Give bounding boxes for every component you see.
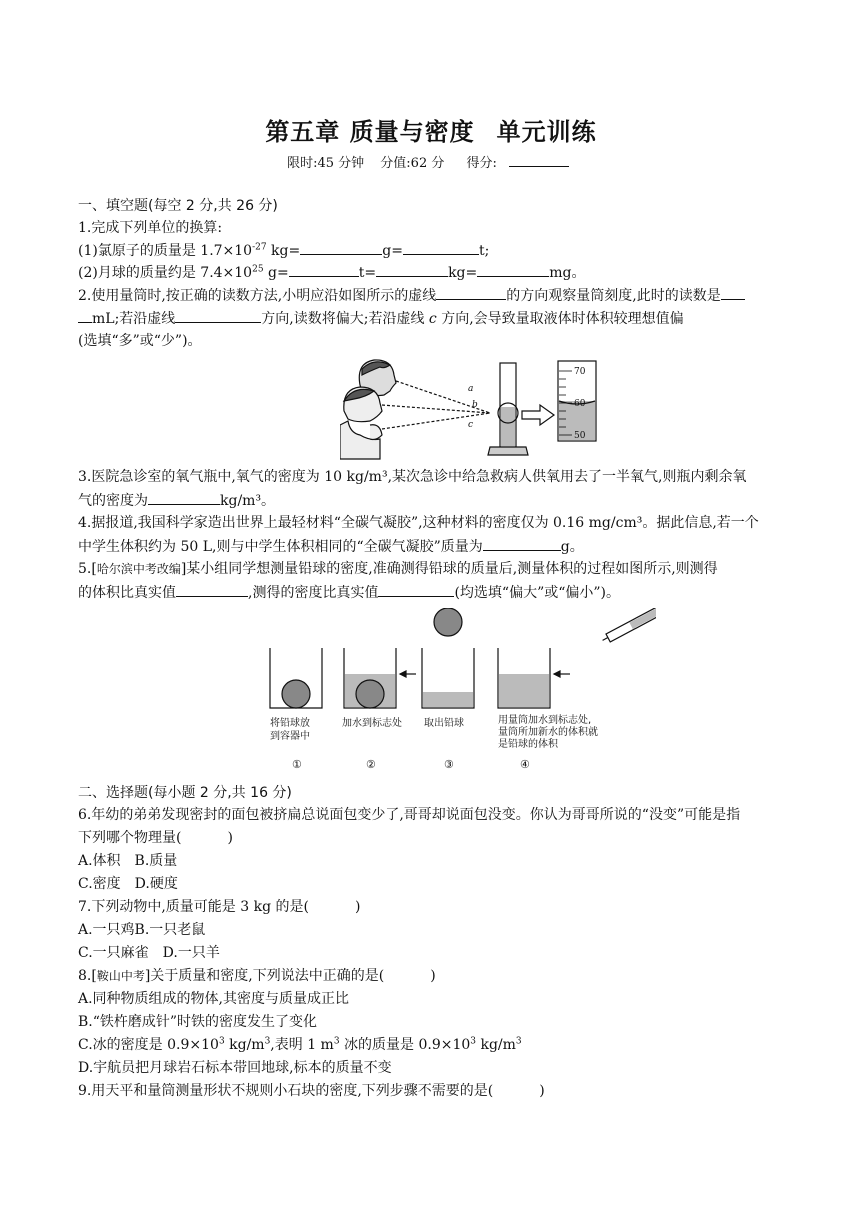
q6-options-cd[interactable]: C.密度 D.硬度	[78, 876, 178, 892]
q8-source: 鞍山中考	[96, 969, 145, 983]
caption-4b: 量筒所加新水的体积就	[498, 727, 598, 738]
score-blank[interactable]	[509, 152, 569, 167]
arrow-left-icon	[554, 671, 560, 677]
q8-stem-text: ]关于质量和密度,下列说法中正确的是(	[144, 968, 385, 984]
answer-blank[interactable]	[376, 262, 448, 277]
q2-text-c: mL;若沿虚线	[92, 311, 176, 327]
q8-c-5: kg/m	[476, 1037, 516, 1053]
cylinder-base	[488, 447, 528, 455]
q6-stem-end: 下列哪个物理量(	[78, 830, 182, 846]
q2-line3: (选填“多”或“少”)。	[78, 333, 202, 349]
step-1: ①	[292, 758, 302, 771]
caption-1b: 到容器中	[270, 731, 310, 742]
q1-part2	[78, 262, 586, 283]
q8-option-c[interactable]	[78, 1035, 522, 1055]
q5-line1	[78, 559, 718, 579]
exp: 3	[218, 1036, 225, 1047]
section-choice-heading: 二、选择题(每小题 2 分,共 16 分)	[78, 785, 292, 801]
q2-text-a: 2.使用量筒时,按正确的读数方法,小明应沿如图所示的虚线	[78, 288, 437, 304]
lead-ball-1	[282, 680, 310, 708]
answer-blank[interactable]	[483, 536, 561, 551]
q1-p1-unit: kg=	[266, 243, 301, 259]
q7-stem	[78, 897, 360, 917]
lead-ball-2	[356, 680, 384, 708]
q1-part1	[78, 240, 489, 261]
answer-blank[interactable]	[289, 262, 359, 277]
q4-text-a: 中学生体积约为 50 L,则与中学生体积相同的“全碳气凝胶”质量为	[78, 539, 483, 555]
label-c: c	[468, 420, 474, 430]
step-4: ④	[520, 758, 530, 771]
q1-stem: 1.完成下列单位的换算:	[78, 220, 223, 236]
figure-lead-ball-steps	[266, 608, 656, 772]
q5-text-d: (均选填“偏大”或“偏小”)。	[454, 585, 621, 601]
q5-line2	[78, 582, 620, 603]
step-2: ②	[366, 758, 376, 771]
answer-blank[interactable]	[436, 285, 506, 300]
q1-p2-exp: 25	[252, 264, 264, 275]
q5-source: 哈尔滨中考改编	[96, 562, 181, 576]
water-3	[423, 692, 473, 707]
q3-line2	[78, 490, 275, 511]
q7-options-ab[interactable]: A.一只鸡B.一只老鼠	[78, 922, 206, 938]
lead-ball-3	[434, 608, 462, 636]
measuring-cylinder-pouring	[601, 608, 656, 645]
answer-blank[interactable]	[175, 308, 261, 323]
exp: 3	[264, 1036, 271, 1047]
q9-stem	[78, 1081, 545, 1101]
q1-unit-t: t;	[478, 243, 490, 259]
title-unit: 单元训练	[496, 118, 597, 146]
figure-cylinder-reading	[340, 355, 602, 461]
caption-4a: 用量筒加水到标志处,	[498, 715, 592, 726]
q9-close: )	[539, 1083, 545, 1099]
tick-60: 60	[574, 399, 586, 409]
q1-p1-exp: -27	[252, 242, 267, 253]
q8-option-a[interactable]: A.同种物质组成的物体,其密度与质量成正比	[78, 991, 350, 1007]
q1-p2-text: (2)月球的质量约是 7.4×10	[78, 265, 253, 281]
caption-1a: 将铅球放	[270, 718, 310, 729]
exp: 3	[515, 1036, 522, 1047]
label-b: b	[472, 400, 478, 410]
exam-info	[78, 152, 784, 171]
q5-text-b: 的体积比真实值	[78, 585, 176, 601]
q1-unit-mg: mg。	[549, 265, 586, 281]
answer-blank[interactable]	[300, 240, 382, 255]
arrow-right-icon	[522, 405, 554, 425]
q6-line2	[78, 828, 233, 848]
caption-4c: 是铅球的体积	[498, 739, 558, 750]
q6-options-ab[interactable]: A.体积 B.质量	[78, 853, 178, 869]
q8-c-3: ,表明 1 m	[270, 1037, 334, 1053]
answer-blank[interactable]	[721, 285, 745, 300]
q8-option-d[interactable]: D.宇航员把月球岩石标本带回地球,标本的质量不变	[78, 1060, 392, 1076]
q2-line2	[78, 308, 684, 329]
q1-p2-unit: g=	[263, 265, 289, 281]
q8-bracket: 8.[	[78, 968, 97, 984]
arrow-left-icon	[400, 671, 406, 677]
section-fill-heading: 一、填空题(每空 2 分,共 26 分)	[78, 198, 278, 214]
page-title	[78, 112, 784, 147]
q8-option-b[interactable]: B.“铁杵磨成针”时铁的密度发生了变化	[78, 1014, 318, 1030]
q1-unit-kg: kg=	[448, 265, 478, 281]
q4-line1: 4.据报道,我国科学家造出世界上最轻材料“全碳气凝胶”,这种材料的密度仅为 0.16 mg/cm³。据此信息,若一个	[78, 515, 759, 531]
caption-3: 取出铅球	[424, 718, 464, 729]
answer-blank[interactable]	[148, 490, 220, 505]
answer-blank[interactable]	[176, 582, 248, 597]
q1-unit-g: g=	[382, 243, 403, 259]
q2-text-b: 的方向观察量筒刻度,此时的读数是	[506, 288, 721, 304]
exp: 3	[470, 1036, 477, 1047]
caption-2: 加水到标志处	[342, 718, 402, 729]
q5-text-a: ]某小组同学想测量铅球的密度,准确测得铅球的质量后,测量体积的过程如图所示,则测得	[180, 561, 718, 577]
q2-var-c: c	[428, 311, 437, 327]
q3-unit: kg/m³。	[220, 493, 276, 509]
step-3: ③	[444, 758, 454, 771]
q2-text-e: 方向,会导致量取液体时体积较理想值偏	[441, 311, 684, 327]
q2-line1	[78, 285, 745, 306]
exp: 3	[333, 1036, 340, 1047]
answer-blank[interactable]	[477, 262, 549, 277]
q5-text-c: ,测得的密度比真实值	[248, 585, 379, 601]
q4-unit: g。	[560, 539, 584, 555]
q4-line2	[78, 536, 584, 557]
q7-options-cd[interactable]: C.一只麻雀 D.一只羊	[78, 945, 220, 961]
q3-text-a: 气的密度为	[78, 493, 148, 509]
q1-p1-text: (1)氯原子的质量是 1.7×10	[78, 243, 253, 259]
q8-c-1: C.冰的密度是 0.9×10	[78, 1037, 219, 1053]
q7-close: )	[354, 899, 361, 915]
sight-line-c	[382, 413, 490, 429]
q3-line1: 3.医院急诊室的氧气瓶中,氧气的密度为 10 kg/m³,某次急诊中给急救病人供氧用去了一半氧气,则瓶内剩余氧	[78, 469, 747, 485]
time-limit: 限时:45 分钟	[287, 156, 365, 171]
q5-bracket: 5.[	[78, 561, 97, 577]
label-a: a	[468, 384, 474, 394]
answer-blank[interactable]	[78, 308, 92, 323]
answer-blank[interactable]	[403, 240, 479, 255]
tick-70: 70	[574, 367, 586, 377]
title-topic: 质量与密度	[349, 118, 475, 146]
q2-text-d: 方向,读数将偏大;若沿虚线	[261, 311, 425, 327]
answer-blank[interactable]	[378, 582, 454, 597]
hand	[370, 425, 382, 440]
q6-close: )	[227, 830, 233, 846]
q8-stem	[78, 966, 436, 986]
q6-line1: 6.年幼的弟弟发现密封的面包被挤扁总说面包变少了,哥哥却说面包没变。你认为哥哥所说的“没变”可能是指	[78, 807, 741, 823]
q8-c-4: 冰的质量是 0.9×10	[339, 1037, 471, 1053]
q8-c-2: kg/m	[224, 1037, 265, 1053]
water-4	[499, 674, 549, 707]
tick-50: 50	[574, 431, 586, 441]
cylinder-liquid	[501, 407, 515, 446]
q8-close: )	[430, 968, 436, 984]
score-total: 分值:62 分	[380, 156, 445, 171]
q7-stem-text: 7.下列动物中,质量可能是 3 kg 的是(	[78, 899, 309, 915]
q1-unit-t2: t=	[358, 265, 377, 281]
score-label: 得分:	[466, 156, 497, 171]
title-chapter: 第五章	[265, 118, 341, 146]
q9-stem-text: 9.用天平和量筒测量形状不规则小石块的密度,下列步骤不需要的是(	[78, 1083, 494, 1099]
